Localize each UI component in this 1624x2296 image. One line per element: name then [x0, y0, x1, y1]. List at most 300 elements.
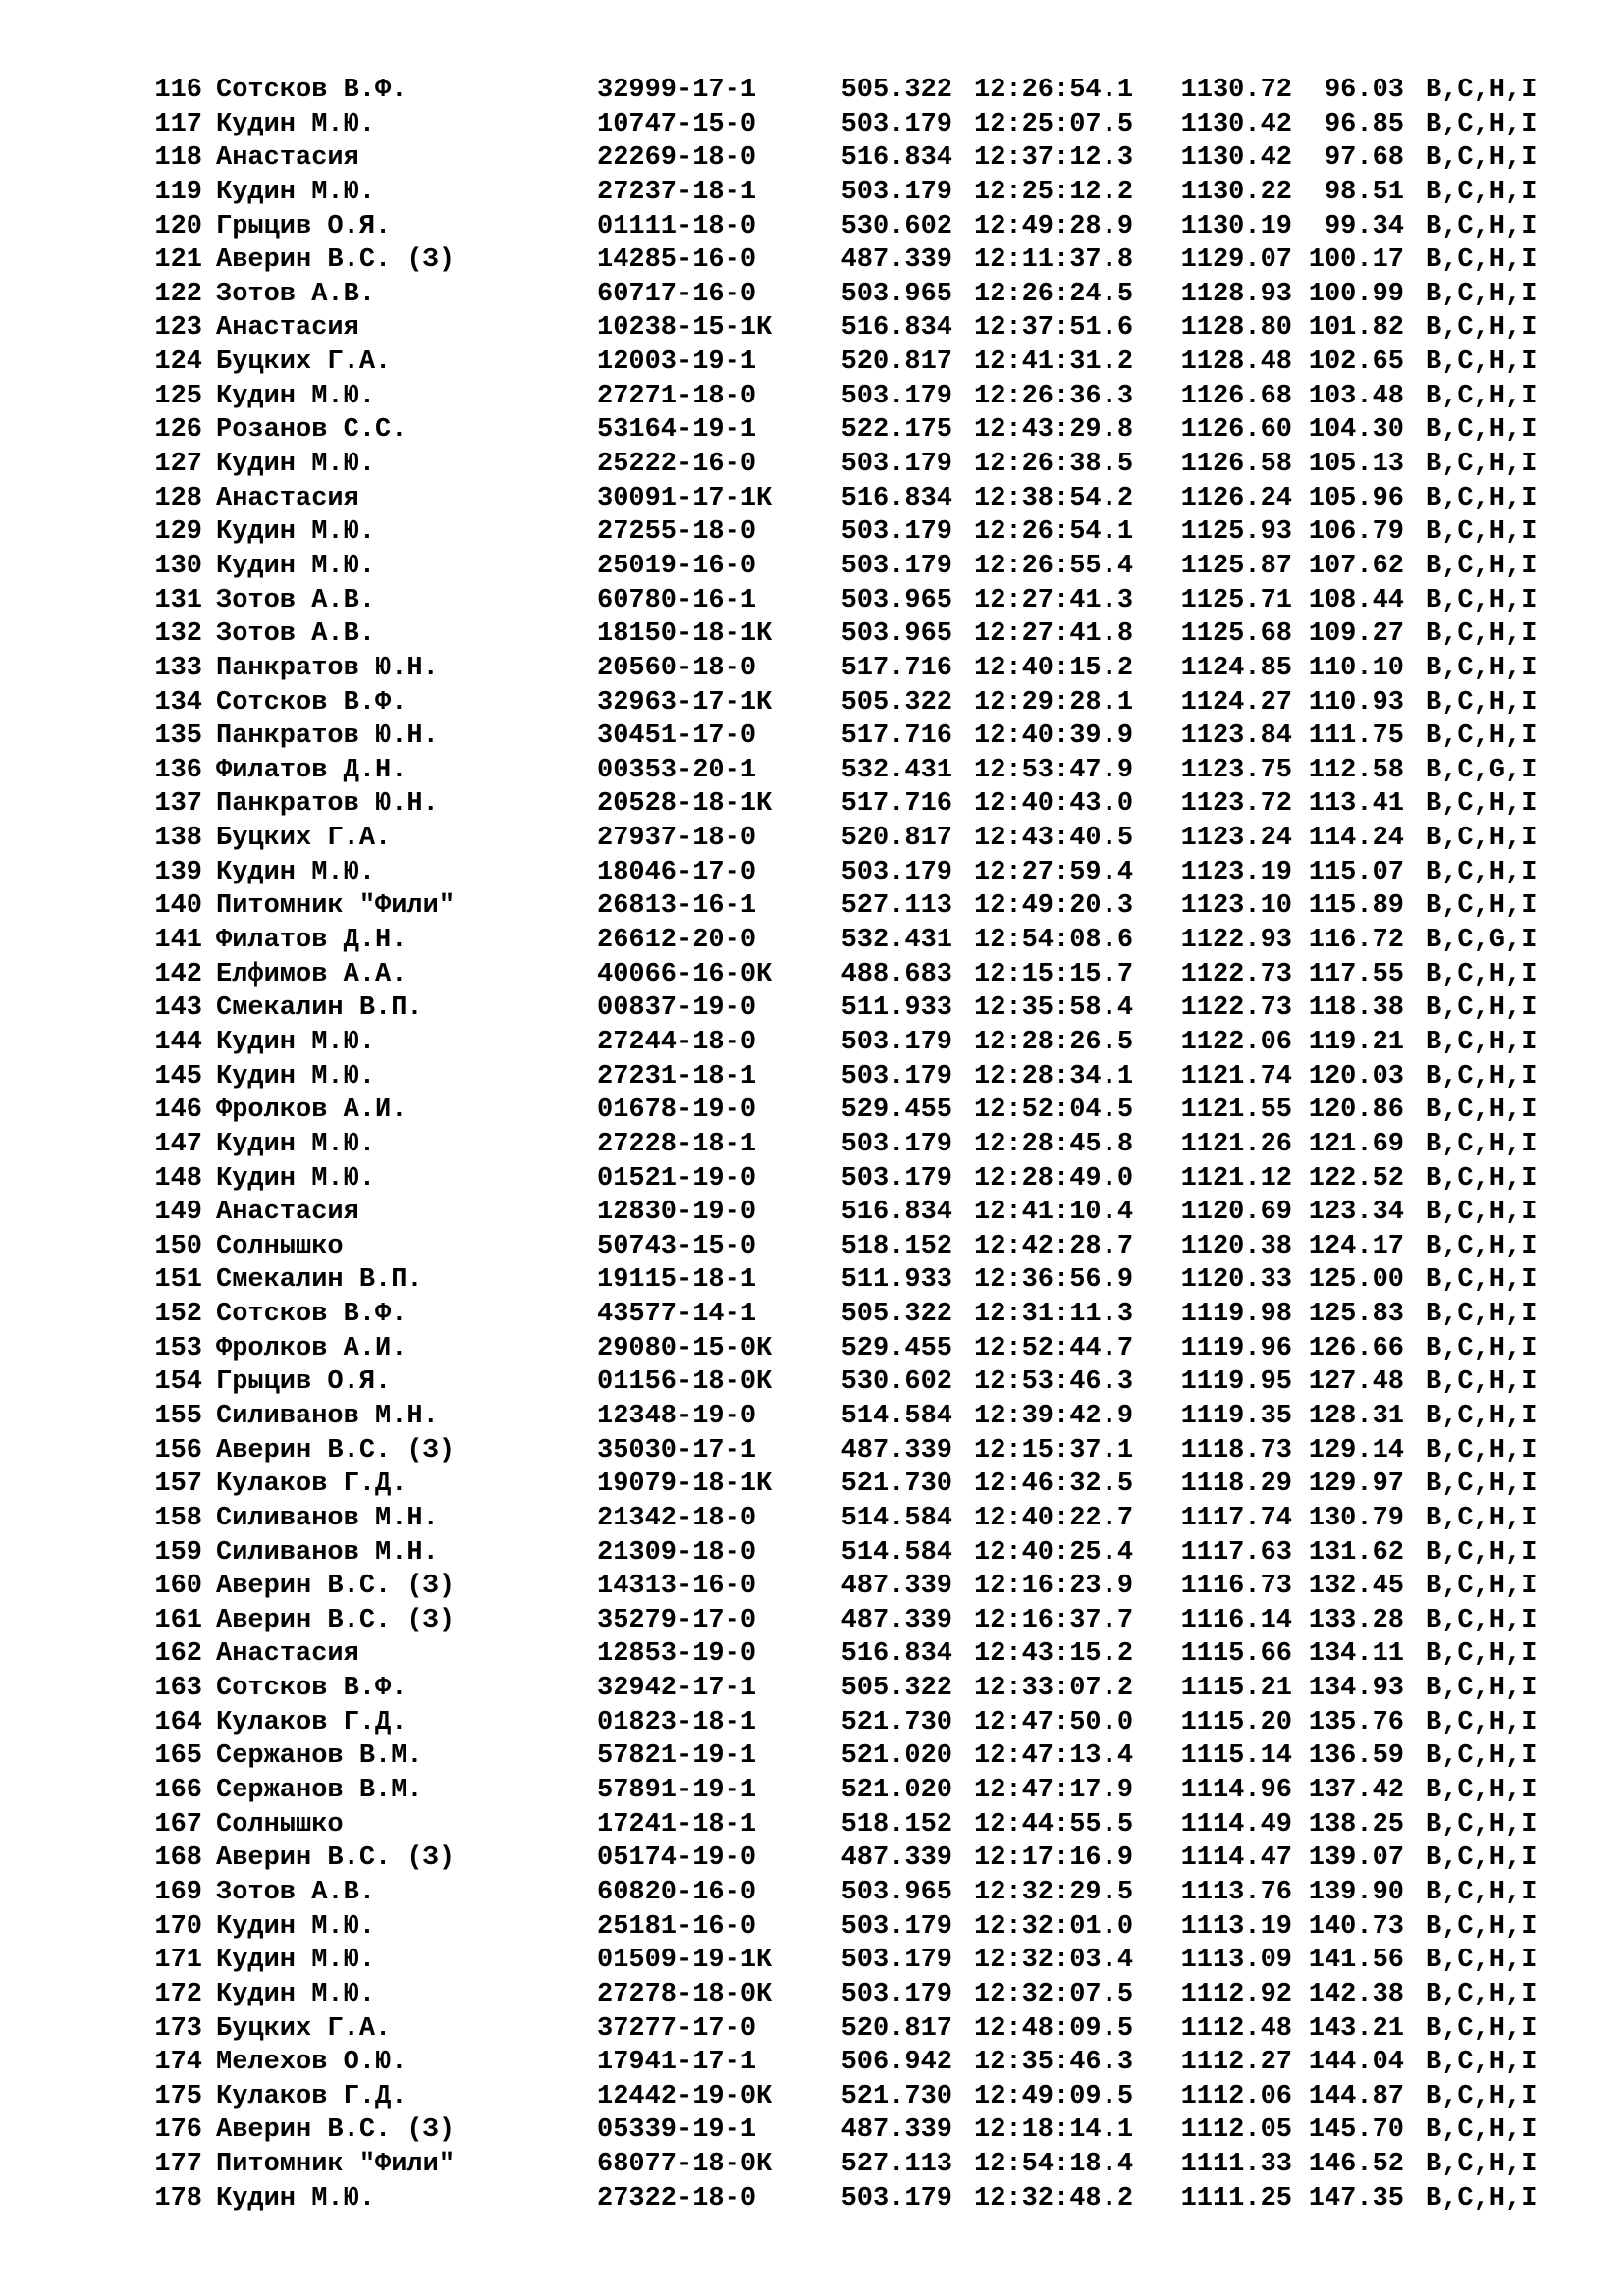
table-row: [143, 924, 1577, 958]
classes-cell: B,C,G,I: [1426, 926, 1538, 956]
ring-number-cell: 21342-18-0: [597, 1503, 757, 1533]
classes-cell: B,C,H,I: [1426, 1265, 1538, 1296]
owner-name-cell: Смекалин В.П.: [216, 993, 423, 1024]
table-row: [143, 74, 1577, 108]
table-row: [143, 346, 1577, 380]
speed-cell: 1123.75: [1180, 755, 1292, 785]
speed-cell: 1120.33: [1180, 1265, 1292, 1296]
arrival-time-cell: 12:33:07.2: [974, 1674, 1134, 1704]
arrival-time-cell: 12:42:28.7: [974, 1231, 1134, 1261]
speed-cell: 1119.96: [1180, 1333, 1292, 1363]
speed-cell: 1121.55: [1180, 1095, 1292, 1126]
classes-cell: B,C,H,I: [1426, 347, 1538, 378]
arrival-time-cell: 12:27:41.3: [974, 585, 1134, 615]
arrival-time-cell: 12:52:44.7: [974, 1333, 1134, 1363]
speed-cell: 1119.35: [1180, 1401, 1292, 1431]
place-cell: 163: [154, 1674, 202, 1704]
owner-name-cell: Грыцив О.Я.: [216, 211, 392, 241]
distance-cell: 520.817: [840, 824, 952, 854]
points-cell: 109.27: [1308, 619, 1404, 650]
place-cell: 133: [154, 653, 202, 683]
distance-cell: 529.455: [840, 1333, 952, 1363]
distance-cell: 518.152: [840, 1231, 952, 1261]
place-cell: 126: [154, 415, 202, 446]
points-cell: 144.87: [1308, 2081, 1404, 2111]
table-row: [143, 1739, 1577, 1774]
classes-cell: B,C,H,I: [1426, 1911, 1538, 1942]
distance-cell: 506.942: [840, 2048, 952, 2078]
distance-cell: 516.834: [840, 313, 952, 344]
points-cell: 129.14: [1308, 1435, 1404, 1466]
table-row: [143, 2046, 1577, 2080]
classes-cell: B,C,H,I: [1426, 1333, 1538, 1363]
ring-number-cell: 00353-20-1: [597, 755, 757, 785]
ring-number-cell: 57821-19-1: [597, 1741, 757, 1772]
speed-cell: 1114.96: [1180, 1776, 1292, 1806]
table-row: [143, 1876, 1577, 1910]
speed-cell: 1123.24: [1180, 824, 1292, 854]
table-row: [143, 787, 1577, 822]
speed-cell: 1130.42: [1180, 143, 1292, 174]
arrival-time-cell: 12:40:25.4: [974, 1537, 1134, 1568]
owner-name-cell: Солнышко: [216, 1231, 344, 1261]
speed-cell: 1125.71: [1180, 585, 1292, 615]
place-cell: 137: [154, 789, 202, 820]
distance-cell: 503.179: [840, 857, 952, 887]
ring-number-cell: 27271-18-0: [597, 381, 757, 411]
arrival-time-cell: 12:18:14.1: [974, 2115, 1134, 2146]
points-cell: 129.97: [1308, 1469, 1404, 1500]
place-cell: 140: [154, 891, 202, 922]
table-row: [143, 108, 1577, 142]
classes-cell: B,C,H,I: [1426, 653, 1538, 683]
distance-cell: 488.683: [840, 959, 952, 989]
arrival-time-cell: 12:25:12.2: [974, 177, 1134, 207]
ring-number-cell: 12442-19-0К: [597, 2081, 773, 2111]
distance-cell: 503.179: [840, 1946, 952, 1976]
arrival-time-cell: 12:43:40.5: [974, 824, 1134, 854]
arrival-time-cell: 12:32:03.4: [974, 1946, 1134, 1976]
classes-cell: B,C,H,I: [1426, 1503, 1538, 1533]
ring-number-cell: 20560-18-0: [597, 653, 757, 683]
classes-cell: B,C,H,I: [1426, 1300, 1538, 1330]
table-row: [143, 176, 1577, 210]
owner-name-cell: Кулаков Г.Д.: [216, 1469, 407, 1500]
owner-name-cell: Сотсков В.Ф.: [216, 1300, 407, 1330]
distance-cell: 503.179: [840, 517, 952, 548]
points-cell: 96.85: [1324, 109, 1404, 139]
place-cell: 117: [154, 109, 202, 139]
arrival-time-cell: 12:54:18.4: [974, 2150, 1134, 2180]
place-cell: 142: [154, 959, 202, 989]
distance-cell: 520.817: [840, 347, 952, 378]
speed-cell: 1128.93: [1180, 279, 1292, 309]
distance-cell: 521.020: [840, 1776, 952, 1806]
table-row: [143, 1706, 1577, 1740]
ring-number-cell: 53164-19-1: [597, 415, 757, 446]
classes-cell: B,C,H,I: [1426, 245, 1538, 276]
points-cell: 145.70: [1308, 2115, 1404, 2146]
ring-number-cell: 32963-17-1К: [597, 687, 773, 718]
arrival-time-cell: 12:49:28.9: [974, 211, 1134, 241]
speed-cell: 1130.22: [1180, 177, 1292, 207]
ring-number-cell: 50743-15-0: [597, 1231, 757, 1261]
points-cell: 101.82: [1308, 313, 1404, 344]
classes-cell: B,C,H,I: [1426, 1061, 1538, 1092]
points-cell: 115.89: [1308, 891, 1404, 922]
ring-number-cell: 05339-19-1: [597, 2115, 757, 2146]
place-cell: 175: [154, 2081, 202, 2111]
distance-cell: 503.179: [840, 1061, 952, 1092]
arrival-time-cell: 12:26:24.5: [974, 279, 1134, 309]
arrival-time-cell: 12:15:15.7: [974, 959, 1134, 989]
distance-cell: 517.716: [840, 653, 952, 683]
owner-name-cell: Фролков А.И.: [216, 1333, 407, 1363]
owner-name-cell: Кулаков Г.Д.: [216, 2081, 407, 2111]
distance-cell: 514.584: [840, 1401, 952, 1431]
table-row: [143, 720, 1577, 754]
points-cell: 122.52: [1308, 1163, 1404, 1194]
ring-number-cell: 21309-18-0: [597, 1537, 757, 1568]
speed-cell: 1129.07: [1180, 245, 1292, 276]
owner-name-cell: Аверин В.С. (З): [216, 1843, 456, 1874]
table-row: [143, 1400, 1577, 1434]
place-cell: 170: [154, 1911, 202, 1942]
place-cell: 143: [154, 993, 202, 1024]
owner-name-cell: Аверин В.С. (З): [216, 245, 456, 276]
table-row: [143, 1944, 1577, 1978]
arrival-time-cell: 12:43:29.8: [974, 415, 1134, 446]
place-cell: 138: [154, 824, 202, 854]
distance-cell: 503.965: [840, 1877, 952, 1907]
distance-cell: 522.175: [840, 415, 952, 446]
points-cell: 105.13: [1308, 450, 1404, 480]
distance-cell: 514.584: [840, 1537, 952, 1568]
speed-cell: 1112.05: [1180, 2115, 1292, 2146]
place-cell: 125: [154, 381, 202, 411]
distance-cell: 503.179: [840, 1163, 952, 1194]
owner-name-cell: Сержанов В.М.: [216, 1741, 423, 1772]
classes-cell: B,C,H,I: [1426, 313, 1538, 344]
owner-name-cell: Панкратов Ю.Н.: [216, 789, 439, 820]
speed-cell: 1130.19: [1180, 211, 1292, 241]
owner-name-cell: Смекалин В.П.: [216, 1265, 423, 1296]
table-row: [143, 856, 1577, 890]
place-cell: 154: [154, 1367, 202, 1398]
table-row: [143, 1637, 1577, 1672]
arrival-time-cell: 12:47:17.9: [974, 1776, 1134, 1806]
distance-cell: 487.339: [840, 245, 952, 276]
ring-number-cell: 12830-19-0: [597, 1198, 757, 1228]
classes-cell: B,C,H,I: [1426, 177, 1538, 207]
arrival-time-cell: 12:35:46.3: [974, 2048, 1134, 2078]
ring-number-cell: 43577-14-1: [597, 1300, 757, 1330]
table-row: [143, 754, 1577, 788]
distance-cell: 517.716: [840, 721, 952, 752]
speed-cell: 1125.87: [1180, 551, 1292, 581]
owner-name-cell: Силиванов М.Н.: [216, 1503, 439, 1533]
distance-cell: 530.602: [840, 1367, 952, 1398]
owner-name-cell: Грыцив О.Я.: [216, 1367, 392, 1398]
place-cell: 127: [154, 450, 202, 480]
owner-name-cell: Буцких Г.А.: [216, 824, 392, 854]
points-cell: 142.38: [1308, 1979, 1404, 2009]
place-cell: 123: [154, 313, 202, 344]
points-cell: 133.28: [1308, 1605, 1404, 1635]
table-row: [143, 1298, 1577, 1332]
ring-number-cell: 01111-18-0: [597, 211, 757, 241]
speed-cell: 1125.93: [1180, 517, 1292, 548]
speed-cell: 1119.98: [1180, 1300, 1292, 1330]
owner-name-cell: Кудин М.Ю.: [216, 109, 376, 139]
owner-name-cell: Зотов А.В.: [216, 1877, 376, 1907]
classes-cell: B,C,H,I: [1426, 2081, 1538, 2111]
owner-name-cell: Силиванов М.Н.: [216, 1401, 439, 1431]
classes-cell: B,C,H,I: [1426, 2150, 1538, 2180]
place-cell: 159: [154, 1537, 202, 1568]
speed-cell: 1112.92: [1180, 1979, 1292, 2009]
distance-cell: 527.113: [840, 891, 952, 922]
points-cell: 139.90: [1308, 1877, 1404, 1907]
points-cell: 132.45: [1308, 1572, 1404, 1602]
place-cell: 149: [154, 1198, 202, 1228]
ring-number-cell: 27244-18-0: [597, 1027, 757, 1057]
table-row: [143, 617, 1577, 652]
speed-cell: 1121.26: [1180, 1129, 1292, 1159]
table-row: [143, 448, 1577, 482]
owner-name-cell: Сотсков В.Ф.: [216, 76, 407, 105]
arrival-time-cell: 12:26:38.5: [974, 450, 1134, 480]
table-row: [143, 141, 1577, 176]
owner-name-cell: Кудин М.Ю.: [216, 1163, 376, 1194]
arrival-time-cell: 12:15:37.1: [974, 1435, 1134, 1466]
arrival-time-cell: 12:37:12.3: [974, 143, 1134, 174]
ring-number-cell: 57891-19-1: [597, 1776, 757, 1806]
place-cell: 164: [154, 1707, 202, 1737]
place-cell: 155: [154, 1401, 202, 1431]
distance-cell: 521.730: [840, 2081, 952, 2111]
speed-cell: 1114.47: [1180, 1843, 1292, 1874]
classes-cell: B,C,H,I: [1426, 2183, 1538, 2214]
arrival-time-cell: 12:32:48.2: [974, 2183, 1134, 2214]
classes-cell: B,C,H,I: [1426, 1231, 1538, 1261]
ring-number-cell: 40066-16-0К: [597, 959, 773, 989]
owner-name-cell: Буцких Г.А.: [216, 2013, 392, 2044]
ring-number-cell: 27322-18-0: [597, 2183, 757, 2214]
classes-cell: B,C,H,I: [1426, 1843, 1538, 1874]
place-cell: 135: [154, 721, 202, 752]
owner-name-cell: Аверин В.С. (З): [216, 1572, 456, 1602]
table-row: [143, 550, 1577, 584]
classes-cell: B,C,H,I: [1426, 1163, 1538, 1194]
points-cell: 125.00: [1308, 1265, 1404, 1296]
owner-name-cell: Кудин М.Ю.: [216, 857, 376, 887]
points-cell: 123.34: [1308, 1198, 1404, 1228]
classes-cell: B,C,H,I: [1426, 1741, 1538, 1772]
ring-number-cell: 20528-18-1К: [597, 789, 773, 820]
classes-cell: B,C,H,I: [1426, 1367, 1538, 1398]
place-cell: 131: [154, 585, 202, 615]
arrival-time-cell: 12:47:13.4: [974, 1741, 1134, 1772]
speed-cell: 1111.33: [1180, 2150, 1292, 2180]
table-row: [143, 482, 1577, 516]
owner-name-cell: Анастасия: [216, 1639, 359, 1670]
distance-cell: 530.602: [840, 211, 952, 241]
arrival-time-cell: 12:49:09.5: [974, 2081, 1134, 2111]
owner-name-cell: Зотов А.В.: [216, 279, 376, 309]
owner-name-cell: Кудин М.Ю.: [216, 177, 376, 207]
ring-number-cell: 17241-18-1: [597, 1809, 757, 1840]
ring-number-cell: 68077-18-0К: [597, 2150, 773, 2180]
table-row: [143, 686, 1577, 721]
distance-cell: 487.339: [840, 2115, 952, 2146]
speed-cell: 1128.48: [1180, 347, 1292, 378]
place-cell: 148: [154, 1163, 202, 1194]
classes-cell: B,C,H,I: [1426, 959, 1538, 989]
speed-cell: 1123.19: [1180, 857, 1292, 887]
table-row: [143, 380, 1577, 414]
points-cell: 99.34: [1324, 211, 1404, 241]
distance-cell: 529.455: [840, 1095, 952, 1126]
owner-name-cell: Кудин М.Ю.: [216, 2183, 376, 2214]
owner-name-cell: Филатов Д.Н.: [216, 926, 407, 956]
owner-name-cell: Анастасия: [216, 143, 359, 174]
place-cell: 173: [154, 2013, 202, 2044]
speed-cell: 1115.66: [1180, 1639, 1292, 1670]
classes-cell: B,C,H,I: [1426, 2048, 1538, 2078]
table-row: [143, 1128, 1577, 1162]
distance-cell: 516.834: [840, 483, 952, 513]
place-cell: 167: [154, 1809, 202, 1840]
ring-number-cell: 19115-18-1: [597, 1265, 757, 1296]
arrival-time-cell: 12:29:28.1: [974, 687, 1134, 718]
speed-cell: 1113.09: [1180, 1946, 1292, 1976]
place-cell: 122: [154, 279, 202, 309]
points-cell: 110.10: [1308, 653, 1404, 683]
owner-name-cell: Мелехов О.Ю.: [216, 2048, 407, 2078]
classes-cell: B,C,H,I: [1426, 585, 1538, 615]
speed-cell: 1126.60: [1180, 415, 1292, 446]
place-cell: 162: [154, 1639, 202, 1670]
distance-cell: 532.431: [840, 926, 952, 956]
distance-cell: 521.730: [840, 1469, 952, 1500]
table-row: [143, 958, 1577, 992]
place-cell: 118: [154, 143, 202, 174]
arrival-time-cell: 12:32:01.0: [974, 1911, 1134, 1942]
distance-cell: 503.179: [840, 2183, 952, 2214]
ring-number-cell: 30451-17-0: [597, 721, 757, 752]
classes-cell: B,C,H,I: [1426, 1572, 1538, 1602]
points-cell: 124.17: [1308, 1231, 1404, 1261]
arrival-time-cell: 12:39:42.9: [974, 1401, 1134, 1431]
classes-cell: B,C,H,I: [1426, 891, 1538, 922]
arrival-time-cell: 12:28:26.5: [974, 1027, 1134, 1057]
distance-cell: 487.339: [840, 1572, 952, 1602]
owner-name-cell: Розанов С.С.: [216, 415, 407, 446]
points-cell: 143.21: [1308, 2013, 1404, 2044]
arrival-time-cell: 12:25:07.5: [974, 109, 1134, 139]
ring-number-cell: 14285-16-0: [597, 245, 757, 276]
owner-name-cell: Зотов А.В.: [216, 619, 376, 650]
speed-cell: 1124.27: [1180, 687, 1292, 718]
ring-number-cell: 12348-19-0: [597, 1401, 757, 1431]
points-cell: 146.52: [1308, 2150, 1404, 2180]
table-row: [143, 243, 1577, 278]
place-cell: 172: [154, 1979, 202, 2009]
ring-number-cell: 01156-18-0К: [597, 1367, 773, 1398]
place-cell: 124: [154, 347, 202, 378]
speed-cell: 1124.85: [1180, 653, 1292, 683]
owner-name-cell: Аверин В.С. (З): [216, 1435, 456, 1466]
table-row: [143, 278, 1577, 312]
points-cell: 137.42: [1308, 1776, 1404, 1806]
classes-cell: B,C,H,I: [1426, 1674, 1538, 1704]
place-cell: 176: [154, 2115, 202, 2146]
speed-cell: 1119.95: [1180, 1367, 1292, 1398]
arrival-time-cell: 12:26:55.4: [974, 551, 1134, 581]
table-row: [143, 1604, 1577, 1638]
speed-cell: 1126.58: [1180, 450, 1292, 480]
arrival-time-cell: 12:53:47.9: [974, 755, 1134, 785]
arrival-time-cell: 12:28:45.8: [974, 1129, 1134, 1159]
ring-number-cell: 10747-15-0: [597, 109, 757, 139]
owner-name-cell: Сотсков В.Ф.: [216, 687, 407, 718]
distance-cell: 517.716: [840, 789, 952, 820]
ring-number-cell: 05174-19-0: [597, 1843, 757, 1874]
place-cell: 151: [154, 1265, 202, 1296]
place-cell: 165: [154, 1741, 202, 1772]
arrival-time-cell: 12:47:50.0: [974, 1707, 1134, 1737]
owner-name-cell: Кудин М.Ю.: [216, 1979, 376, 2009]
points-cell: 141.56: [1308, 1946, 1404, 1976]
distance-cell: 503.179: [840, 177, 952, 207]
owner-name-cell: Аверин В.С. (З): [216, 1605, 456, 1635]
points-cell: 147.35: [1308, 2183, 1404, 2214]
points-cell: 120.86: [1308, 1095, 1404, 1126]
place-cell: 150: [154, 1231, 202, 1261]
speed-cell: 1121.74: [1180, 1061, 1292, 1092]
table-row: [143, 2113, 1577, 2148]
classes-cell: B,C,H,I: [1426, 687, 1538, 718]
arrival-time-cell: 12:41:31.2: [974, 347, 1134, 378]
points-cell: 144.04: [1308, 2048, 1404, 2078]
owner-name-cell: Анастасия: [216, 483, 359, 513]
classes-cell: B,C,H,I: [1426, 1435, 1538, 1466]
arrival-time-cell: 12:54:08.6: [974, 926, 1134, 956]
classes-cell: B,C,H,I: [1426, 551, 1538, 581]
results-table: [143, 74, 1577, 2216]
ring-number-cell: 37277-17-0: [597, 2013, 757, 2044]
owner-name-cell: Елфимов А.А.: [216, 959, 407, 989]
classes-cell: B,C,H,I: [1426, 993, 1538, 1024]
ring-number-cell: 27255-18-0: [597, 517, 757, 548]
speed-cell: 1112.48: [1180, 2013, 1292, 2044]
distance-cell: 505.322: [840, 1300, 952, 1330]
distance-cell: 516.834: [840, 1198, 952, 1228]
owner-name-cell: Анастасия: [216, 313, 359, 344]
table-row: [143, 2012, 1577, 2047]
table-row: [143, 1808, 1577, 1842]
place-cell: 169: [154, 1877, 202, 1907]
points-cell: 107.62: [1308, 551, 1404, 581]
classes-cell: B,C,H,I: [1426, 1639, 1538, 1670]
points-cell: 139.07: [1308, 1843, 1404, 1874]
arrival-time-cell: 12:40:15.2: [974, 653, 1134, 683]
classes-cell: B,C,H,I: [1426, 381, 1538, 411]
table-row: [143, 1365, 1577, 1400]
ring-number-cell: 14313-16-0: [597, 1572, 757, 1602]
arrival-time-cell: 12:48:09.5: [974, 2013, 1134, 2044]
